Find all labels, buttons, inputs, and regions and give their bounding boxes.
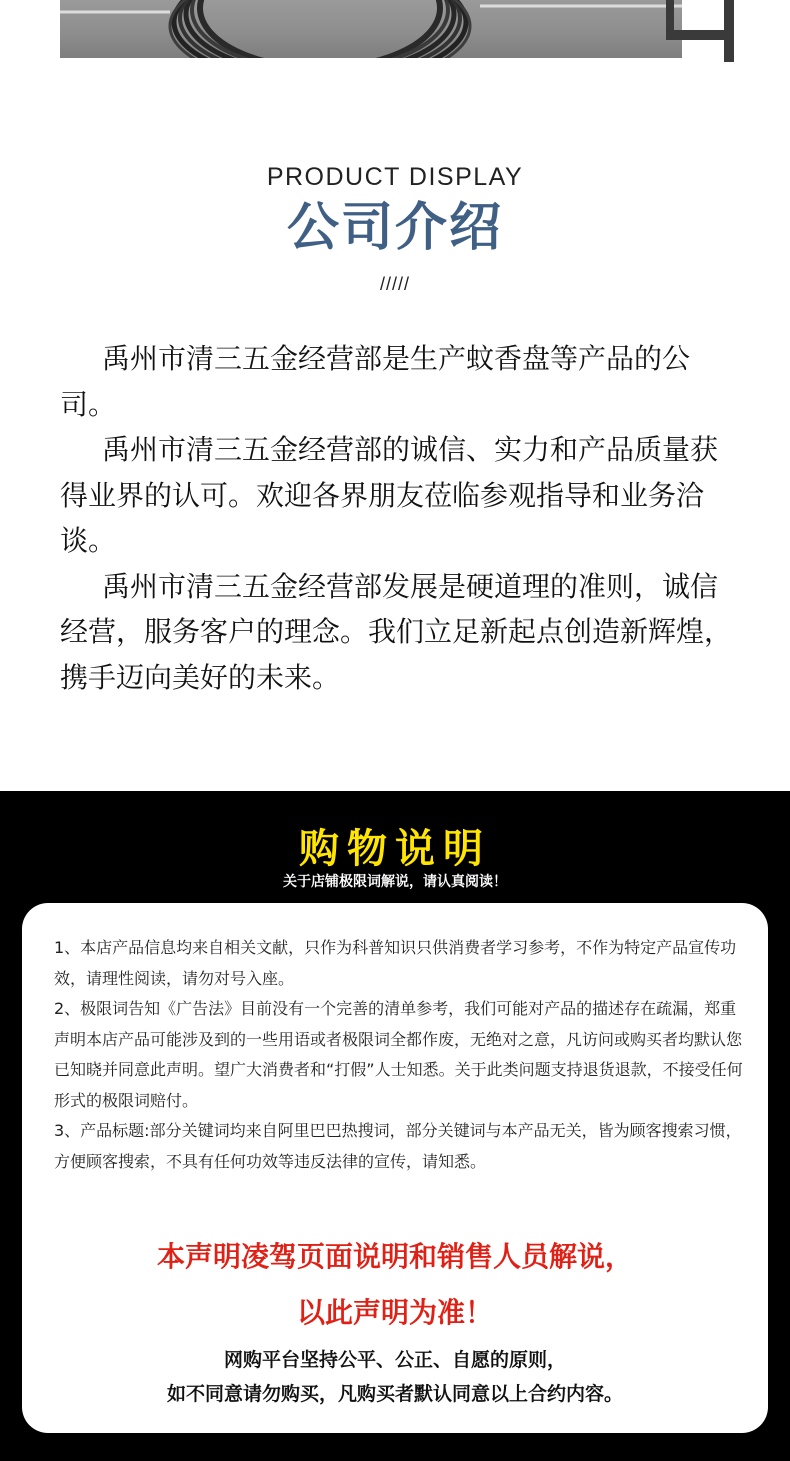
warning-line: 本声明凌驾页面说明和销售人员解说，: [156, 1240, 633, 1273]
intro-paragraph: 禹州市清三五金经营部的诚信、实力和产品质量获得业界的认可。欢迎各界朋友莅临参观指导和业务洽谈。: [60, 433, 719, 557]
fair-line: 如不同意请勿购买，凡购买者默认同意以上合约内容。: [166, 1383, 623, 1405]
notice-card: [22, 903, 768, 1433]
warning-line: 以此声明为准！: [296, 1296, 493, 1329]
notice-item: 2、极限词告知《广告法》目前没有一个完善的清单参考，我们可能对产品的描述存在疏漏，郑重声明本店产品可能涉及到的一些用语或者极限词全都作废，无绝对之意，凡访问或购买者均默认您已知晓并同意此声明。望广大消费者和“打假”人士知悉。关于此类问题支持退货退款，不接受任何形式的极限词赔付。: [54, 999, 743, 1110]
fair-trade-statement: [22, 1343, 768, 1411]
section-cn-title: 公司介绍: [286, 198, 503, 258]
section-en-title: PRODUCT DISPLAY: [266, 163, 524, 191]
notice-subtitle: 关于店铺极限词解说，请认真阅读！: [283, 874, 507, 890]
notice-title: 购物说明: [299, 826, 491, 872]
override-warning: [22, 1229, 768, 1341]
notice-item: 3、产品标题:部分关键词均来自阿里巴巴热搜词，部分关键词与本产品无关，皆为顾客搜索习惯，方便顾客搜索，不具有任何功效等违反法律的宣传，请知悉。: [54, 1121, 742, 1171]
fair-line: 网购平台坚持公平、公正、自愿的原则，: [223, 1349, 566, 1371]
title-divider: /////: [379, 274, 410, 294]
notice-item: 1、本店产品信息均来自相关文献，只作为科普知识只供消费者学习参考，不作为特定产品宣传功效，请理性阅读，请勿对号入座。: [54, 938, 737, 988]
company-header: [0, 150, 790, 295]
corner-bracket-icon: [666, 0, 736, 64]
notice-items: [54, 933, 744, 1177]
company-intro: [60, 336, 735, 700]
product-photo: [60, 0, 682, 58]
shopping-notice: [0, 791, 790, 1461]
intro-paragraph: 禹州市清三五金经营部是生产蚊香盘等产品的公司。: [60, 342, 691, 421]
intro-paragraph: 禹州市清三五金经营部发展是硬道理的准则，诚信经营，服务客户的理念。我们立足新起点创造新辉煌，携手迈向美好的未来。: [60, 569, 733, 694]
